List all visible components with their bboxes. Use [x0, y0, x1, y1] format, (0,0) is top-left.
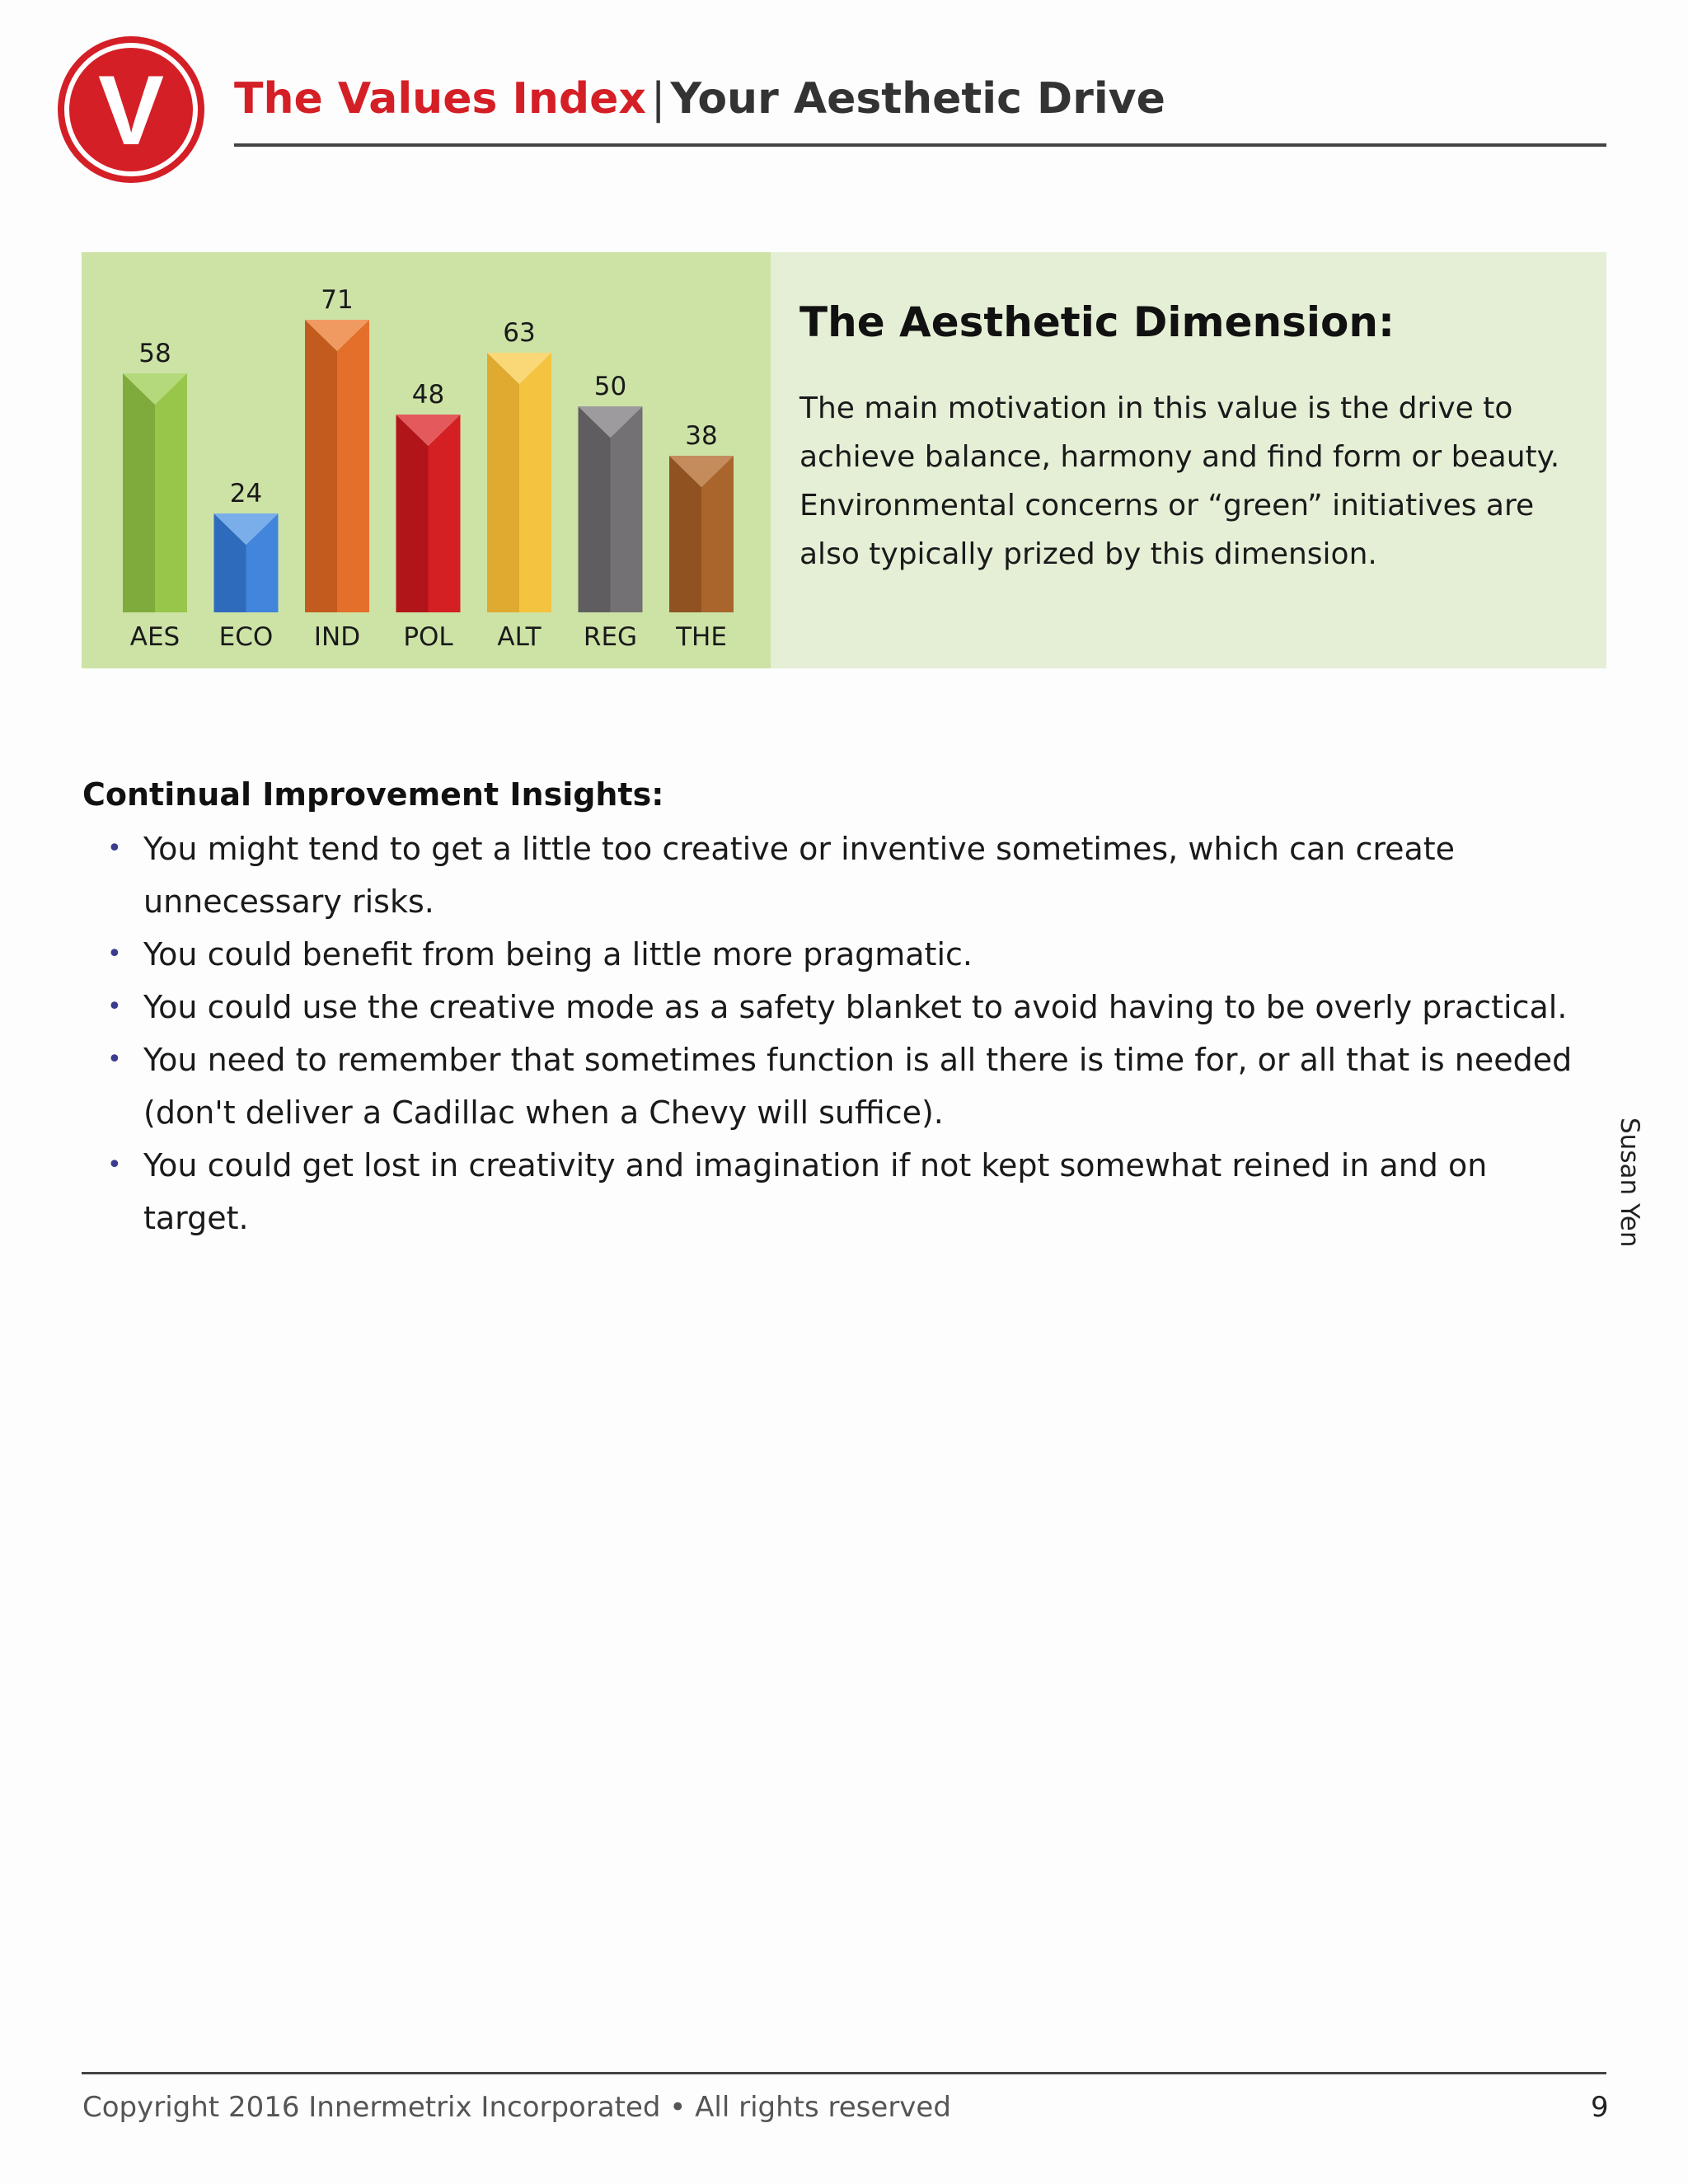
section-title: Your Aesthetic Drive — [670, 74, 1165, 124]
data-label: 58 — [138, 339, 171, 368]
category-label: THE — [676, 622, 727, 652]
bar-face-left — [487, 353, 519, 612]
category-label: IND — [313, 622, 361, 652]
bar-face-right — [429, 415, 461, 612]
data-label: 48 — [411, 380, 445, 410]
bullet-icon: • — [107, 1151, 122, 1179]
category-label: REG — [583, 622, 638, 652]
insight-item: • You could get lost in creativity and imagination if not kept somewhat reined in and on target. — [107, 1139, 1591, 1244]
bullet-icon: • — [107, 992, 122, 1021]
bar-face-right — [519, 353, 551, 612]
bar-pol — [396, 415, 461, 612]
insight-item: • You could benefit from being a little more pragmatic. — [107, 928, 1591, 981]
respondent-name: Susan Yen — [1615, 1118, 1644, 1248]
bar-face-left — [123, 373, 155, 612]
data-label: 24 — [229, 479, 263, 509]
insight-item: • You need to remember that sometimes function is all there is time for, or all that is needed (don't deliver a Cadillac when a Chevy will suffice). — [107, 1033, 1591, 1139]
logo-letter: V — [97, 55, 165, 166]
insight-item: • You could use the creative mode as a safety blanket to avoid having to be overly practical. — [107, 981, 1591, 1033]
insight-item: • You might tend to get a little too creative or inventive sometimes, which can create unnecessary risks. — [107, 823, 1591, 928]
bar-face-left — [579, 406, 611, 612]
bullet-icon: • — [107, 834, 122, 863]
category-label: POL — [403, 622, 453, 652]
bar-face-right — [337, 320, 369, 612]
copyright-text: Copyright 2016 Innermetrix Incorporated • All rights reserved — [82, 2091, 951, 2124]
data-label: 63 — [503, 318, 536, 348]
bar-aes — [123, 373, 187, 612]
page-number: 9 — [1591, 2091, 1609, 2124]
insights-list — [107, 823, 1591, 1244]
data-label: 71 — [321, 285, 354, 315]
bar-the — [669, 456, 734, 612]
bar-ind — [305, 320, 369, 612]
insights-heading: Continual Improvement Insights: — [82, 776, 664, 813]
header-rule — [234, 143, 1606, 147]
brand-title: The Values Index — [234, 74, 646, 124]
footer-rule — [82, 2072, 1606, 2074]
dimension-description: The main motivation in this value is the drive to achieve balance, harmony and find form or beauty. Environmental concerns or “green” initiatives are also typically prized by this dimension. — [799, 391, 1560, 571]
bar-face-right — [155, 373, 187, 612]
dimension-title: The Aesthetic Dimension: — [799, 298, 1395, 346]
values-bar-chart — [82, 252, 771, 668]
category-label: AES — [129, 622, 181, 652]
page-title — [234, 74, 1165, 124]
bar-face-left — [396, 415, 429, 612]
bar-face-right — [611, 406, 643, 612]
values-index-logo — [56, 35, 206, 185]
data-label: 38 — [685, 421, 718, 451]
data-label: 50 — [593, 372, 627, 401]
bar-eco — [214, 513, 279, 612]
category-label: ECO — [218, 622, 274, 652]
title-separator: | — [650, 74, 666, 124]
bar-reg — [579, 406, 643, 612]
bar-alt — [487, 353, 551, 612]
bullet-icon: • — [107, 1045, 122, 1074]
bar-face-left — [305, 320, 337, 612]
category-label: ALT — [497, 622, 542, 652]
bullet-icon: • — [107, 940, 122, 968]
